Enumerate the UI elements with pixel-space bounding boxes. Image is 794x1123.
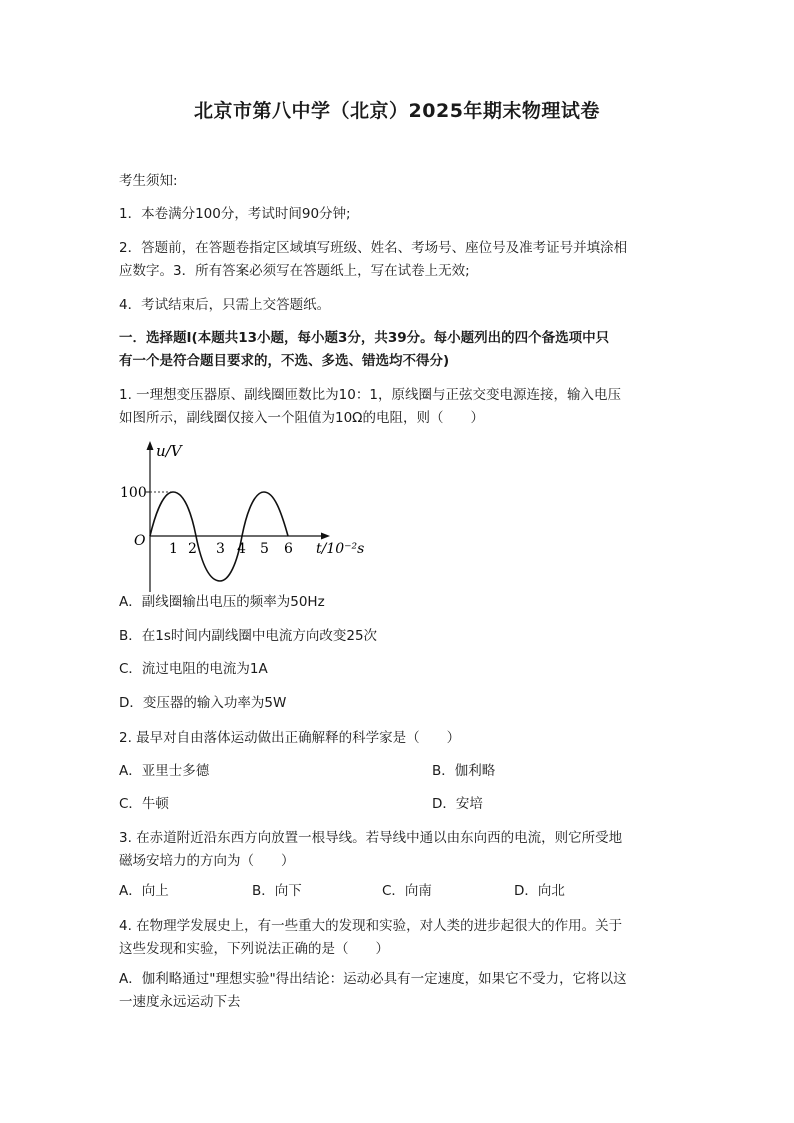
question-1-option-a[interactable]: A．副线圈输出电压的频率为50Hz	[119, 594, 325, 610]
question-3-stem: 3. 在赤道附近沿东西方向放置一根导线。若导线中通以由东向西的电流，则它所受地	[119, 830, 623, 846]
x-tick-label: 6	[284, 541, 293, 557]
x-tick-label: 4	[237, 541, 246, 557]
notice-item-1: 1．本卷满分100分，考试时间90分钟;	[119, 206, 351, 222]
question-2-option-c[interactable]: C．牛顿	[119, 796, 169, 812]
page-title: 北京市第八中学（北京）2025年期末物理试卷	[194, 100, 600, 122]
question-3-option-b[interactable]: B．向下	[252, 883, 302, 899]
section-heading-cont: 有一个是符合题目要求的，不选、多选、错选均不得分)	[119, 353, 450, 369]
question-3-stem-cont: 磁场安培力的方向为（ ）	[119, 853, 295, 869]
x-axis-arrow	[321, 533, 330, 540]
question-1-option-c[interactable]: C．流过电阻的电流为1A	[119, 661, 268, 677]
section-heading: 一．选择题Ⅰ(本题共13小题，每小题3分，共39分。每小题列出的四个备选项中只	[119, 330, 610, 346]
question-3-option-d[interactable]: D．向北	[514, 883, 565, 899]
question-4-option-a[interactable]: A．伽利略通过"理想实验"得出结论：运动必具有一定速度，如果它不受力，它将以这	[119, 971, 627, 987]
question-1-stem: 1. 一理想变压器原、副线圈匝数比为10：1，原线圈与正弦交变电源连接，输入电压	[119, 387, 621, 403]
y-tick-label: 100	[120, 485, 147, 501]
question-3-option-c[interactable]: C．向南	[382, 883, 432, 899]
question-1-stem-cont: 如图所示，副线圈仅接入一个阻值为10Ω的电阻，则（ ）	[119, 410, 484, 426]
x-tick-label: 5	[260, 541, 269, 557]
question-2-option-a[interactable]: A．亚里士多德	[119, 763, 210, 779]
notice-heading: 考生须知:	[119, 173, 178, 189]
origin-label: O	[134, 533, 146, 549]
notice-item-2: 2．答题前，在答题卷指定区域填写班级、姓名、考场号、座位号及准考证号并填涂相	[119, 240, 628, 256]
x-tick-label: 1	[169, 541, 178, 557]
notice-item-4: 4．考试结束后，只需上交答题纸。	[119, 297, 331, 313]
question-1-option-d[interactable]: D．变压器的输入功率为5W	[119, 695, 287, 711]
question-2-stem: 2. 最早对自由落体运动做出正确解释的科学家是（ ）	[119, 730, 461, 746]
notice-item-2-cont: 应数字。3．所有答案必须写在答题纸上，写在试卷上无效;	[119, 263, 470, 279]
x-tick-label: 3	[216, 541, 225, 557]
question-3-option-a[interactable]: A．向上	[119, 883, 169, 899]
question-1-option-b[interactable]: B．在1s时间内副线圈中电流方向改变25次	[119, 628, 378, 644]
question-4-stem: 4. 在物理学发展史上，有一些重大的发现和实验，对人类的进步起很大的作用。关于	[119, 918, 623, 934]
voltage-time-graph	[116, 436, 366, 596]
x-tick-label: 2	[188, 541, 197, 557]
x-axis-label: t/10⁻²s	[316, 541, 365, 557]
question-2-option-d[interactable]: D．安培	[432, 796, 483, 812]
y-axis-label: u/V	[156, 442, 182, 460]
question-4-stem-cont: 这些发现和实验，下列说法正确的是（ ）	[119, 941, 389, 957]
question-4-option-a-cont: 一速度永远运动下去	[119, 994, 241, 1010]
question-2-option-b[interactable]: B．伽利略	[432, 763, 496, 779]
y-axis-arrow	[147, 441, 154, 450]
